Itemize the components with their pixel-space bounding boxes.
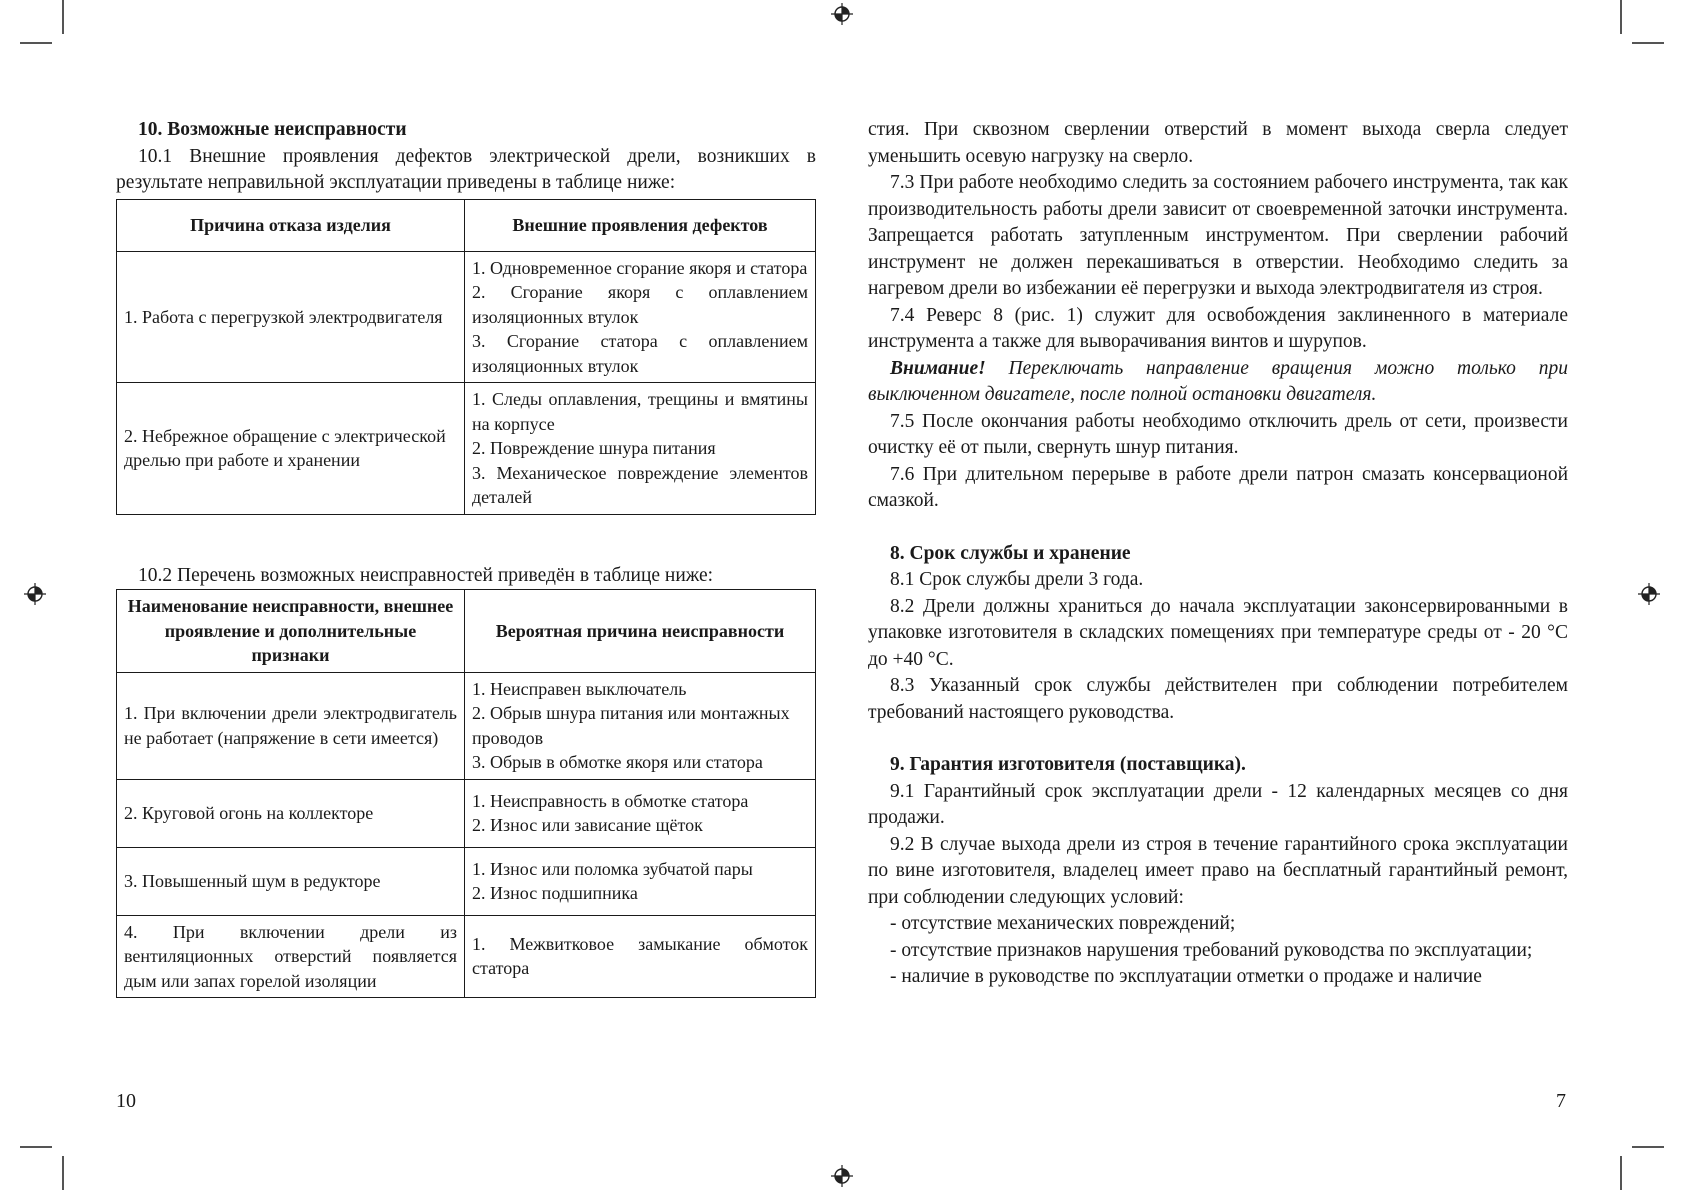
table-row <box>117 915 816 998</box>
paragraph: 9.2 В случае выхода дрели из строя в течение гарантийного срока эксплуатации по вине изготовителя, владелец имеет право на бесплатный гарантийный ремонт, при соблюдении следующих условий: <box>868 833 1568 908</box>
registration-mark-icon <box>831 3 853 25</box>
table-cell-cause: 2. Небрежное обращение с электрической дрелью при работе и хранении <box>117 383 465 515</box>
table-cell-causes <box>465 915 816 998</box>
table-cell-effects <box>465 251 816 383</box>
page-number-right: 7 <box>1556 1090 1566 1112</box>
paragraph: 7.6 При длительном перерыве в работе дрели патрон смазать консервационой смазкой. <box>868 463 1568 511</box>
paragraph: 8.1 Срок службы дрели 3 года. <box>890 569 1144 590</box>
registration-mark-icon <box>24 583 46 605</box>
effect-item: 2. Сгорание якоря с оплавлением изоляционных втулок <box>472 282 808 327</box>
table-row <box>117 847 816 915</box>
table-header-row <box>117 199 816 251</box>
table-cell-fault: 2. Круговой огонь на коллекторе <box>117 779 465 847</box>
cause-item: 3. Обрыв в обмотке якоря или статора <box>472 752 763 772</box>
paragraph: 9.1 Гарантийный срок эксплуатации дрели - 12 календарных месяцев со дня продажи. <box>868 780 1568 828</box>
cause-item: 1. Неисправен выключатель <box>472 678 687 699</box>
crop-mark <box>20 42 52 44</box>
paragraph: 7.4 Реверс 8 (рис. 1) служит для освобождения заклиненного в материале инструмента а также для выворачивания винтов и шурупов. <box>868 304 1568 352</box>
paragraph: 8.3 Указанный срок службы действителен при соблюдении потребителем требований настоящего руководства. <box>868 675 1568 723</box>
cause-item: 1. Износ или поломка зубчатой пары <box>472 858 753 879</box>
crop-mark <box>1632 42 1664 44</box>
effect-item: 1. Следы оплавления, трещины и вмятины на корпусе <box>472 389 808 434</box>
paragraph: стия. При сквозном сверлении отверстий в момент выхода сверла следует уменьшить осевую нагрузку на сверло. <box>868 119 1568 167</box>
paragraph: 10.1 Внешние проявления дефектов электрической дрели, возникших в результате неправильной эксплуатации приведены в таблице ниже: <box>116 145 816 193</box>
table-cell-causes <box>465 672 816 779</box>
crop-mark <box>62 1156 64 1190</box>
crop-mark <box>1620 0 1622 34</box>
table-cell-fault: 4. При включении дрели из вентиляционных отверстий появляется дым или запах горелой изоляции <box>117 915 465 998</box>
list-item: - отсутствие признаков нарушения требований руководства по эксплуатации; <box>890 939 1533 961</box>
table-row <box>117 672 816 779</box>
table-cell-cause: 1. Работа с перегрузкой электродвигателя <box>117 251 465 383</box>
warning-note <box>868 356 1568 409</box>
paragraph: 7.5 После окончания работы необходимо отключить дрель от сети, произвести очистку её от пыли, свернуть шнур питания. <box>868 410 1568 458</box>
page-number-left: 10 <box>116 1090 136 1112</box>
table-row <box>117 251 816 383</box>
cause-item: 1. Неисправность в обмотке статора <box>472 790 749 811</box>
effect-item: 1. Одновременное сгорание якоря и статора <box>472 257 808 278</box>
table-cell-effects <box>465 383 816 515</box>
table-cell-fault: 3. Повышенный шум в редукторе <box>117 847 465 915</box>
warning-label: Внимание! <box>890 357 986 379</box>
faults-table <box>116 589 816 998</box>
table-cell-fault: 1. При включении дрели электродвигатель не работает (напряжение в сети имеется) <box>117 672 465 779</box>
paragraph: 10.2 Перечень возможных неисправностей приведён в таблице ниже: <box>138 564 714 586</box>
table-row <box>117 779 816 847</box>
warning-text: Переключать направление вращения можно только при выключенном двигателе, после полной остановки двигателя. <box>868 357 1568 405</box>
crop-mark <box>62 0 64 34</box>
cause-item: 2. Износ подшипника <box>472 883 638 903</box>
effect-item: 3. Сгорание статора с оплавлением изоляционных втулок <box>472 331 808 376</box>
cause-item: 2. Износ или зависание щёток <box>472 815 703 835</box>
cause-item: 1. Межвитковое замыкание обмоток статора <box>472 933 808 979</box>
paragraph: 8.2 Дрели должны храниться до начала эксплуатации законсервированными в упаковке изготовителя в складских помещениях при температуре среды от - 20 °С до +40 °С. <box>868 595 1568 670</box>
right-page <box>868 117 1568 991</box>
table-row <box>117 383 816 515</box>
effect-item: 3. Механическое повреждение элементов деталей <box>472 462 808 507</box>
table-cell-causes <box>465 847 816 915</box>
section-heading: 8. Срок службы и хранение <box>890 542 1131 564</box>
list-item: - наличие в руководстве по эксплуатации отметки о продаже и наличие <box>890 966 1482 987</box>
table-header-cell: Внешние проявления дефектов <box>465 199 816 251</box>
defects-table <box>116 199 816 515</box>
table-header-row <box>117 590 816 673</box>
paragraph: 7.3 При работе необходимо следить за состоянием рабочего инструмента, так как производительность работы дрели зависит от своевременной заточки инструмента. Запрещается работать затупленным инструментом. При сверлении рабочий инструмент не должен перекашиваться в отверстии. Необходимо следить за нагревом дрели во избежании её перегрузки и выхода электродвигателя из строя. <box>868 172 1568 299</box>
cause-item: 2. Обрыв шнура питания или монтажных проводов <box>472 703 790 748</box>
effect-item: 2. Повреждение шнура питания <box>472 438 716 458</box>
table-header-cell: Причина отказа изделия <box>117 199 465 251</box>
table-cell-causes <box>465 779 816 847</box>
table-header-cell: Наименование неисправности, внешнее проявление и дополнительные признаки <box>117 590 465 673</box>
crop-mark <box>20 1146 52 1148</box>
table-header-cell: Вероятная причина неисправности <box>465 590 816 673</box>
crop-mark <box>1632 1146 1664 1148</box>
registration-mark-icon <box>831 1165 853 1187</box>
section-heading: 9. Гарантия изготовителя (поставщика). <box>890 754 1246 775</box>
list-item: - отсутствие механических повреждений; <box>890 913 1236 934</box>
crop-mark <box>1620 1156 1622 1190</box>
registration-mark-icon <box>1638 583 1660 605</box>
left-page <box>116 117 816 998</box>
section-heading: 10. Возможные неисправности <box>138 119 407 140</box>
